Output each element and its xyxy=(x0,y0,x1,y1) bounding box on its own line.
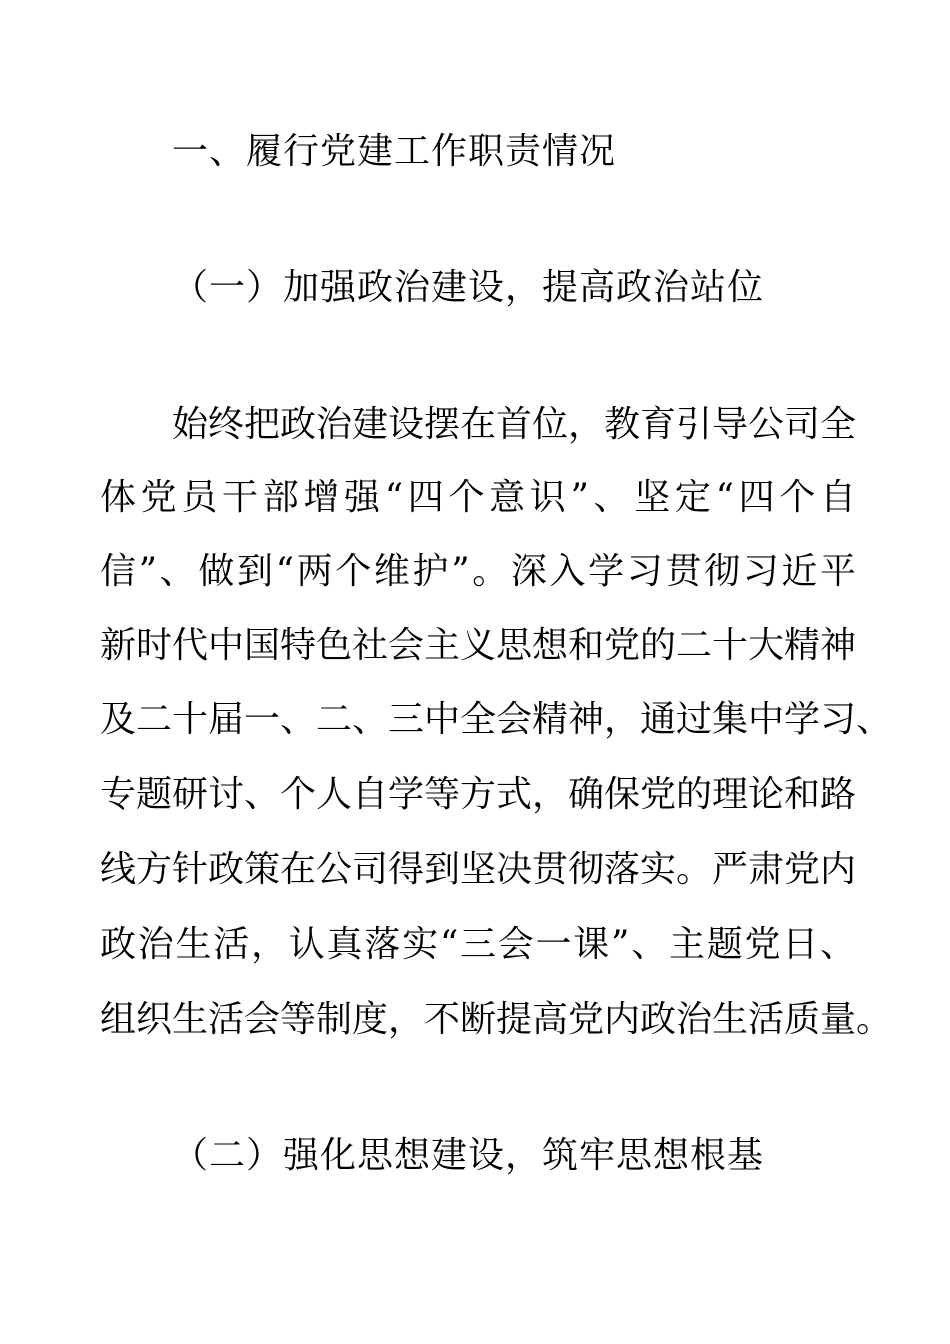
paragraph-line: 组织生活会等制度，不断提高党内政治生活质量。 xyxy=(100,999,893,1040)
section-heading: 一、履行党建工作职责情况 xyxy=(172,131,617,172)
paragraph-line: 政治生活，认真落实“三会一课”、主题党日、 xyxy=(100,924,856,965)
subsection-heading-two: （二）强化思想建设，筑牢思想根基 xyxy=(172,1135,765,1176)
paragraph-line: 新时代中国特色社会主义思想和党的二十大精神 xyxy=(100,625,857,666)
paragraph-line: 及二十届一、二、三中全会精神，通过集中学习、 xyxy=(100,699,893,740)
paragraph-line: 信”、做到“两个维护”。深入学习贯彻习近平 xyxy=(100,551,856,592)
paragraph-line: 专题研讨、个人自学等方式，确保党的理论和路 xyxy=(100,774,857,815)
subsection-heading-one: （一）加强政治建设，提高政治站位 xyxy=(172,267,765,308)
paragraph-line: 体党员干部增强“四个意识”、坚定“四个自 xyxy=(100,477,856,518)
paragraph-line: 始终把政治建设摆在首位，教育引导公司全 xyxy=(172,404,857,445)
paragraph-line: 线方针政策在公司得到坚决贯彻落实。严肃党内 xyxy=(100,849,857,890)
